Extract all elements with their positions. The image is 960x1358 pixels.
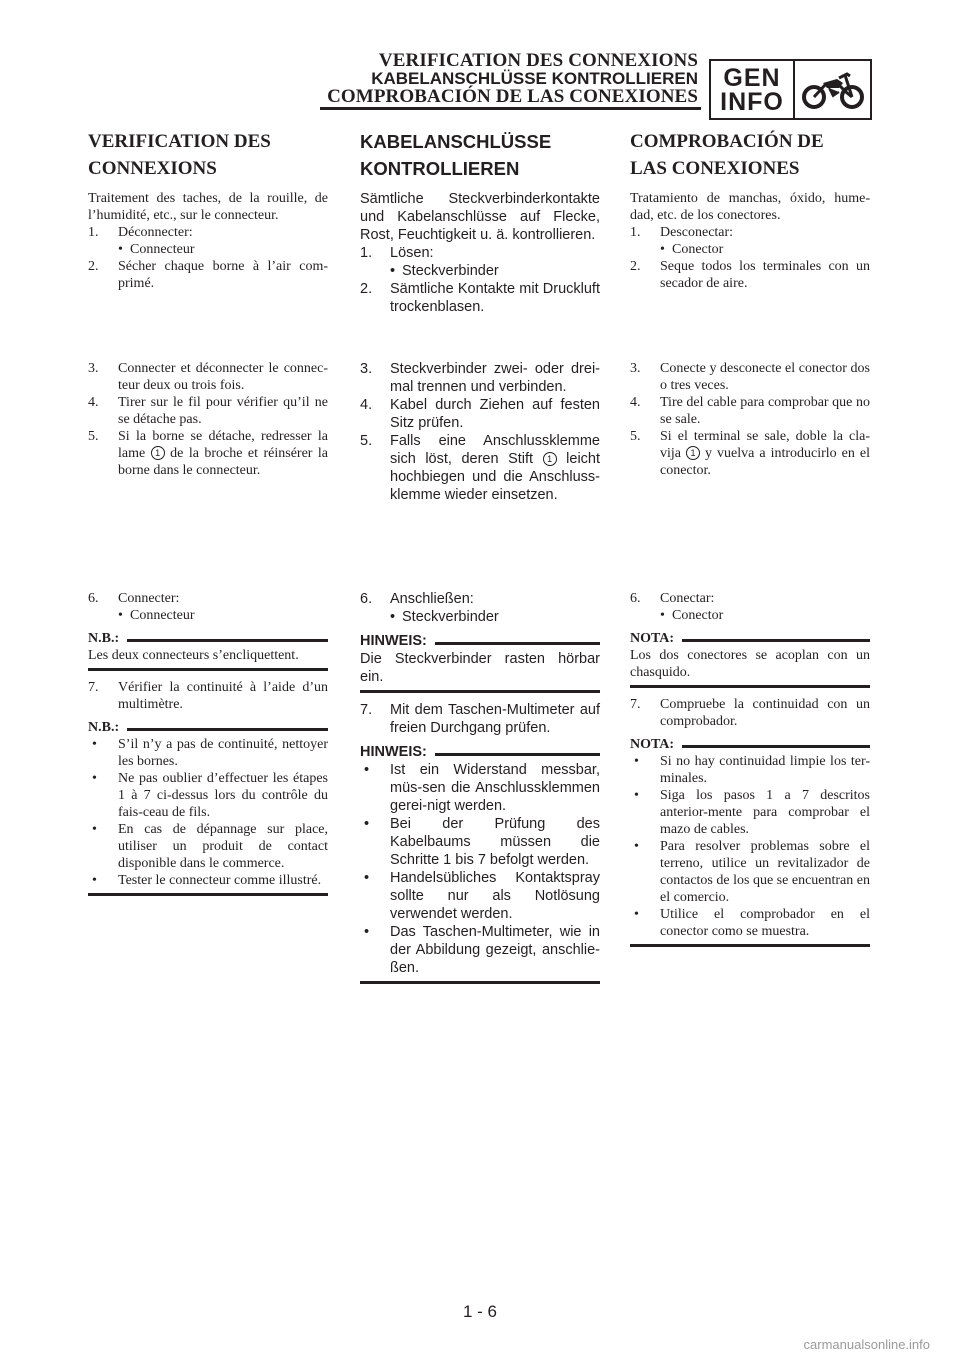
callout-1-icon: 1 bbox=[543, 452, 557, 466]
es-step-6-item: • Conector bbox=[660, 608, 724, 623]
header-rule bbox=[320, 107, 701, 110]
es-step-7: 7. Compruebe la continuidad con un comprobador. bbox=[630, 697, 870, 729]
page-header bbox=[327, 52, 698, 106]
es-intro: Tratamiento de manchas, óxido, hume-dad, etc. de los conectores. bbox=[630, 191, 870, 223]
es-note-2-heading: NOTA: bbox=[630, 736, 870, 753]
de-note-2-heading: HINWEIS: bbox=[360, 743, 600, 761]
fr-intro: Traitement des taches, de la rouille, de l’humidité, etc., sur le connecteur. bbox=[88, 191, 328, 223]
es-step-1-item: • Conector bbox=[660, 242, 724, 257]
de-note-2-item: • Bei der Prüfung des Kabelbaums müssen die Schritte 1 bis 7 befolgt werden. bbox=[364, 816, 600, 868]
de-intro: Sämtliche Steckverbinderkontakte und Kabelanschlüsse auf Flecke, Rost, Feuchtigkeit u. ä. kontrollieren. bbox=[360, 191, 600, 243]
de-section-top bbox=[360, 128, 600, 316]
fr-title: VERIFICATION DES CONNEXIONS bbox=[88, 131, 271, 179]
es-note-1-text: Los dos conectores se acoplan con un chasquido. bbox=[630, 648, 870, 680]
gen-info-label bbox=[711, 61, 795, 118]
es-section-bottom bbox=[630, 590, 870, 955]
de-step-7: 7. Mit dem Taschen-Multimeter auf freien Durchgang prüfen. bbox=[360, 702, 600, 736]
de-step-6: 6. Anschließen: bbox=[360, 591, 474, 607]
fr-step-6-item: • Connecteur bbox=[118, 608, 195, 623]
de-section-bottom bbox=[360, 590, 600, 992]
watermark-link[interactable]: carmanualsonline.info bbox=[803, 1337, 930, 1352]
fr-note-1-text: Les deux connecteurs s’encliquettent. bbox=[88, 648, 299, 663]
fr-note-1-end-rule bbox=[88, 668, 328, 671]
fr-note-1-heading: N.B.: bbox=[88, 630, 328, 647]
es-step-1: 1. Desconectar: bbox=[630, 225, 734, 240]
de-step-1-item: • Steckverbinder bbox=[390, 263, 499, 279]
header-title-de: KABELANSCHLÜSSE KONTROLLIEREN bbox=[371, 69, 698, 88]
de-note-2-end-rule bbox=[360, 981, 600, 984]
es-note-1-end-rule bbox=[630, 685, 870, 688]
es-step-3: 3. Conecte y desconecte el conector dos o tres veces. bbox=[630, 361, 870, 393]
fr-step-4: 4. Tirer sur le fil pour vérifier qu’il ne se détache pas. bbox=[88, 395, 328, 427]
fr-step-6: 6. Connecter: bbox=[88, 591, 180, 606]
es-step-6: 6. Conectar: bbox=[630, 591, 715, 606]
es-step-5: 5. Si el terminal se sale, doble la cla-vija 1 y vuelva a introducirlo en el conector. bbox=[630, 429, 871, 478]
fr-note-2-item: • S’il n’y a pas de continuité, nettoyer les bornes. bbox=[92, 737, 328, 769]
es-note-2-item: • Para resolver problemas sobre el terreno, utilice un revitalizador de contactos de los que se encuentran en el comercio. bbox=[634, 839, 870, 905]
de-step-4: 4. Kabel durch Ziehen auf festen Sitz prüfen. bbox=[360, 397, 600, 431]
fr-step-1-item: • Connecteur bbox=[118, 242, 195, 257]
fr-section-mid bbox=[88, 360, 328, 479]
de-step-6-item: • Steckverbinder bbox=[390, 609, 499, 625]
fr-step-2: 2. Sécher chaque borne à l’air com-primé. bbox=[88, 259, 328, 291]
es-step-2: 2. Seque todos los terminales con un secador de aire. bbox=[630, 259, 870, 291]
motorcycle-icon bbox=[795, 61, 870, 118]
de-note-2-item: • Ist ein Widerstand messbar, müs-sen die Anschlussklemmen gerei-nigt werden. bbox=[364, 762, 600, 814]
de-step-5: 5. Falls eine Anschlussklemme sich löst, deren Stift 1 leicht hochbiegen und die Anschluss-klemme wieder einsetzen. bbox=[360, 433, 601, 503]
de-note-1-heading: HINWEIS: bbox=[360, 632, 600, 650]
de-note-1-text: Die Steckverbinder rasten hörbar ein. bbox=[360, 651, 600, 685]
fr-note-2-heading: N.B.: bbox=[88, 719, 328, 736]
fr-note-2-item: • En cas de dépannage sur place, utiliser un produit de contact disponible dans le commerce. bbox=[92, 822, 328, 871]
fr-note-2-end-rule bbox=[88, 893, 328, 896]
section-badge bbox=[709, 59, 872, 120]
de-note-1-end-rule bbox=[360, 690, 600, 693]
fr-section-bottom bbox=[88, 590, 328, 904]
es-step-4: 4. Tire del cable para comprobar que no se sale. bbox=[630, 395, 870, 427]
fr-note-2-item: • Ne pas oublier d’effectuer les étapes 1 à 7 ci-dessus lors du contrôle du fais-ceau de fils. bbox=[92, 771, 328, 820]
callout-1-icon: 1 bbox=[686, 446, 700, 460]
page-number: 1 - 6 bbox=[462, 1302, 498, 1321]
fr-step-1: 1. Déconnecter: bbox=[88, 225, 193, 240]
es-note-2-item: • Siga los pasos 1 a 7 descritos anterior-mente para comprobar el mazo de cables. bbox=[634, 788, 870, 837]
fr-step-5: 5. Si la borne se détache, redresser la lame 1 de la broche et réinsérer la borne dans le connecteur. bbox=[88, 429, 329, 478]
de-note-2-item: • Das Taschen-Multimeter, wie in der Abbildung gezeigt, anschlie-ßen. bbox=[364, 924, 600, 976]
de-note-2-item: • Handelsübliches Kontaktspray sollte nur als Notlösung verwendet werden. bbox=[364, 870, 600, 922]
de-step-3: 3. Steckverbinder zwei- oder drei-mal trennen und verbinden. bbox=[360, 361, 600, 395]
fr-step-7: 7. Vérifier la continuité à l’aide d’un multimètre. bbox=[88, 680, 328, 712]
header-title-es: COMPROBACIÓN DE LAS CONEXIONES bbox=[327, 86, 698, 107]
fr-step-3: 3. Connecter et déconnecter le connec-teur deux ou trois fois. bbox=[88, 361, 328, 393]
fr-section-top bbox=[88, 128, 328, 292]
de-title: KABELANSCHLÜSSE KONTROLLIEREN bbox=[360, 131, 552, 179]
badge-gen: GEN bbox=[723, 63, 781, 92]
es-section-top bbox=[630, 128, 870, 292]
header-title-fr: VERIFICATION DES CONNEXIONS bbox=[378, 50, 698, 71]
de-section-mid bbox=[360, 360, 600, 504]
fr-note-2-item: • Tester le connecteur comme illustré. bbox=[92, 873, 322, 888]
callout-1-icon: 1 bbox=[151, 446, 165, 460]
es-section-mid bbox=[630, 360, 870, 479]
es-note-2-item: • Si no hay continuidad limpie los ter-minales. bbox=[634, 754, 870, 786]
de-step-2: 2. Sämtliche Kontakte mit Druckluft trockenblasen. bbox=[360, 281, 600, 315]
badge-info: INFO bbox=[720, 87, 784, 116]
es-note-2-end-rule bbox=[630, 944, 870, 947]
es-note-2-item: • Utilice el comprobador en el conector como se muestra. bbox=[634, 907, 870, 939]
de-step-1: 1. Lösen: bbox=[360, 245, 434, 261]
es-title: COMPROBACIÓN DE LAS CONEXIONES bbox=[630, 131, 824, 179]
es-note-1-heading: NOTA: bbox=[630, 630, 870, 647]
